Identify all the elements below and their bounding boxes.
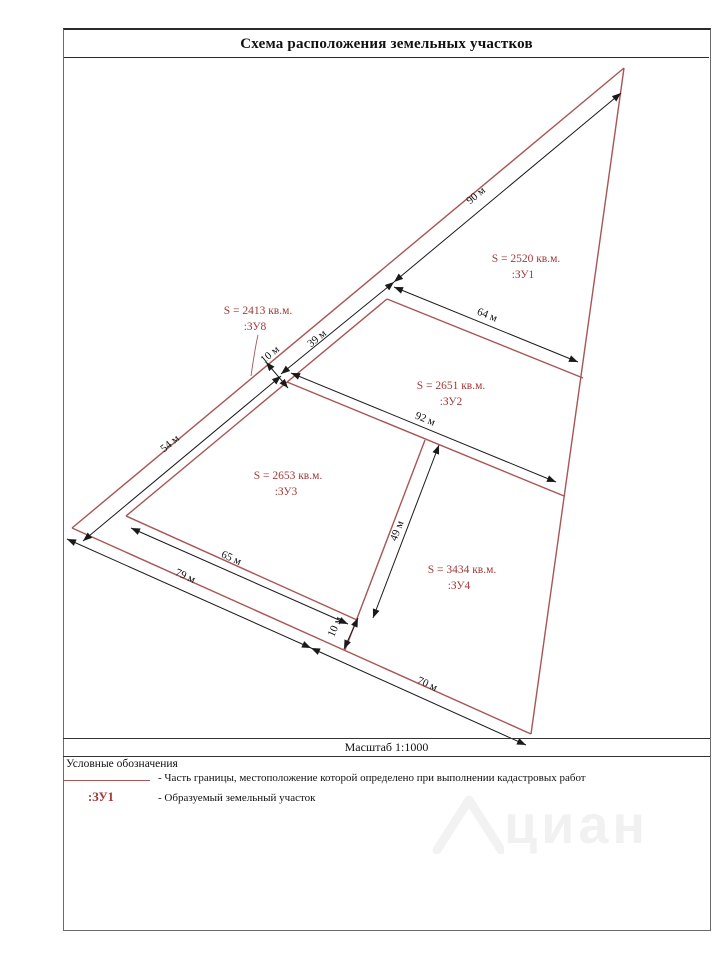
parcel-zu1-area: S = 2520 кв.м. [491,253,561,265]
dimension-line-79m [67,539,311,648]
boundary-line-symbol [64,780,150,781]
dimension-line-65m [131,528,348,624]
parcel-zu1-name: :ЗУ1 [511,269,535,281]
legend-item-parcel-symbol: :ЗУ1 [88,790,114,804]
dimension-label-54m: 54 м [158,432,182,455]
watermark-text: циан [504,795,650,855]
dimension-label-64m: 64 м [475,305,499,325]
page-title: Схема расположения земельных участков [64,31,709,58]
dimension-line-70m [311,648,526,745]
parcel-zu3-area: S = 2653 кв.м. [253,470,323,482]
scale-divider-bottom [63,756,710,757]
legend-item-parcel-text: - Образуемый земельный участок [158,792,316,804]
scale-label: Масштаб 1:1000 [344,740,429,754]
boundary-hypotenuse [72,68,624,528]
dimension-label-90m: 90 м [464,184,488,207]
dimension-label-79m: 79 м [173,566,198,586]
parcel-zu4-name: :ЗУ4 [447,580,471,592]
parcel-zu8-name: :ЗУ8 [243,321,267,333]
dimension-label-92m: 92 м [413,409,437,429]
parcel-zu2-area: S = 2651 кв.м. [416,380,486,392]
dimension-line-10m-top [266,362,288,388]
dimension-line-54m [83,376,281,541]
dimension-line-64m [394,287,578,362]
dimension-label-49m: 49 м [387,519,407,543]
divider-zu3-zu4 [345,440,425,650]
dimension-label-10m-bottom: 10 м [325,614,345,639]
dimension-label-70m: 70 м [415,674,440,694]
parcel-labels [224,253,561,592]
dimension-label-39m: 39 м [305,327,329,350]
parcel-zu3-name: :ЗУ3 [274,486,298,498]
dimension-line-49m [373,445,439,618]
parcel-zu2-name: :ЗУ2 [439,396,463,408]
dimension-label-65m: 65 м [219,548,244,568]
parcel-zu4-area: S = 3434 кв.м. [427,564,497,576]
dimension-label-10m-top: 10 м [258,343,282,366]
dimension-labels [158,184,499,694]
boundary-right-edge [531,68,624,734]
legend-item-boundary-text: - Часть границы, местоположение которой определено при выполнении кадастровых работ [158,772,586,784]
boundary-bottom-edge [72,528,531,734]
legend-heading: Условные обозначения [66,758,178,770]
scale-divider-top [63,738,710,739]
zu8-leader-line [251,335,258,376]
divider-zu2-zu3 [287,382,564,496]
dimension-line-39m [281,282,394,374]
dimension-lines [67,93,621,745]
parcel-boundaries [72,68,624,734]
parcel-zu8-area: S = 2413 кв.м. [223,305,293,317]
